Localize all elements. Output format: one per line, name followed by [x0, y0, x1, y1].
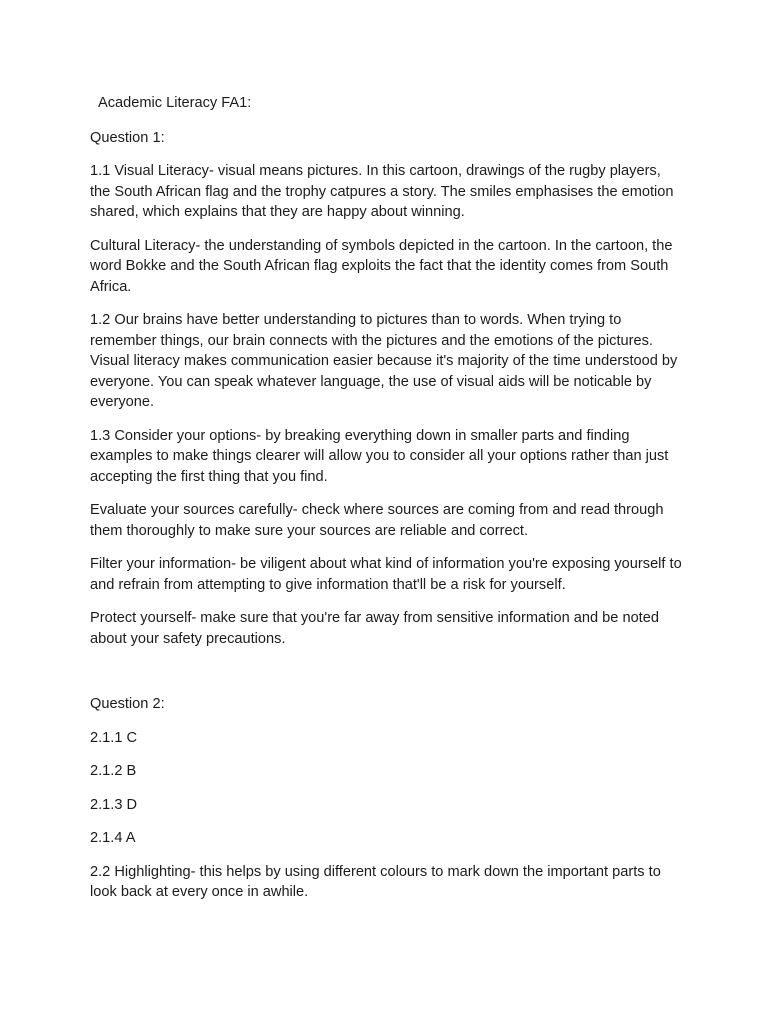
answer-1-1-cultural-literacy: Cultural Literacy- the understanding of symbols depicted in the cartoon. In the cartoon, the word Bokke and the South African flag exploits the fact that the identity comes from South Africa. [90, 237, 673, 295]
answer-2-1-4: 2.1.4 A [90, 830, 136, 846]
answer-1-3-protect-yourself: Protect yourself- make sure that you're far away from sensitive information and be noted about your safety precautions. [90, 610, 659, 647]
question-2-heading: Question 2: [90, 696, 165, 712]
answer-1-3-evaluate-sources: Evaluate your sources carefully- check where sources are coming from and read through them thoroughly to make sure your sources are reliable and correct. [90, 502, 664, 539]
answer-2-1-3: 2.1.3 D [90, 796, 138, 813]
answer-2-1-1: 2.1.1 C [90, 729, 138, 746]
answer-1-3-consider-options: 1.3 Consider your options- by breaking everything down in smaller parts and finding examples to make things clearer will allow you to consider all your options rather than just accepting the first thing that you find. [90, 427, 669, 485]
answer-1-1-visual-literacy: 1.1 Visual Literacy- visual means pictures. In this cartoon, drawings of the rugby players, the South African flag and the trophy catpures a story. The smiles emphasises the emotion shared, which explains that they are happy about winning. [90, 163, 674, 220]
answer-1-2: 1.2 Our brains have better understanding to pictures than to words. When trying to remember things, our brain connects with the pictures and the emotions of the pictures. Visual literacy makes communication easier because it's majority of the time understood by everyone. You can speak whatever language, the use of visual aids will be noticable by everyone. [90, 312, 678, 410]
question-1-heading: Question 1: [90, 129, 165, 146]
document-title: Academic Literacy FA1: [98, 95, 252, 111]
answer-2-2-highlighting: 2.2 Highlighting- this helps by using different colours to mark down the important parts to look back at every once in awhile. [90, 863, 661, 900]
answer-1-3-filter-information: Filter your information- be viligent about what kind of information you're exposing yourself to and refrain from attempting to give information that'll be a risk for yourself. [90, 556, 682, 593]
answer-2-1-2: 2.1.2 B [90, 763, 137, 779]
document-page [90, 93, 682, 916]
